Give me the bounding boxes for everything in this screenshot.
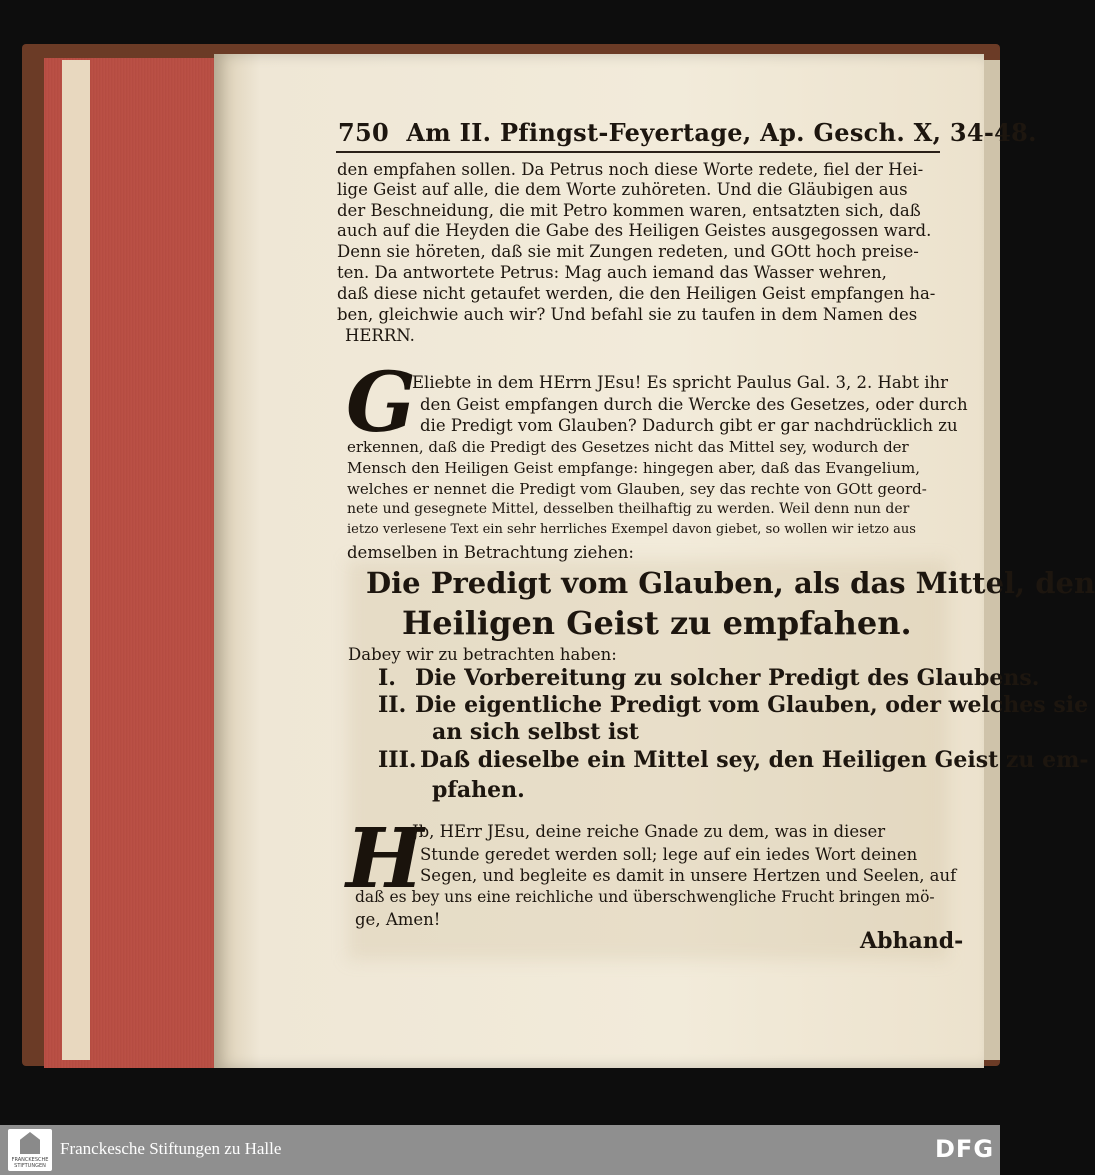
page-edges-highlight	[62, 60, 90, 1060]
drop-capital: H	[346, 811, 424, 907]
exordium-line: welches er nennet die Predigt vom Glauben, sey das rechte von GOtt geord-	[347, 480, 927, 498]
catchword: Abhand-	[860, 928, 964, 954]
exordium-line: demselben in Betrachtung ziehen:	[347, 543, 634, 562]
institution-name[interactable]: Franckesche Stiftungen zu Halle	[60, 1139, 282, 1158]
part-title: Daß dieselbe ein Mittel sey, den Heiligen Geist zu em-	[420, 747, 1089, 773]
part-title-continued: an sich selbst ist	[432, 719, 639, 745]
prayer-line: ge, Amen!	[355, 910, 441, 929]
building-icon	[20, 1132, 40, 1154]
part-title-continued: pfahen.	[432, 777, 525, 803]
exordium-line: Mensch den Heiligen Geist empfange: hingegen aber, daß das Evangelium,	[347, 459, 920, 477]
part-title: Die eigentliche Predigt vom Glauben, oder welches sie	[415, 692, 1089, 718]
part-title: Die Vorbereitung zu solcher Predigt des Glaubens.	[415, 665, 1040, 691]
sermon-theme-line-1: Die Predigt vom Glauben, als das Mittel, den	[366, 566, 1095, 600]
footer-bar	[0, 1125, 1000, 1175]
prayer-line: Jb, HErr JEsu, deine reiche Gnade zu dem, was in dieser	[412, 822, 886, 841]
scripture-line: der Beschneidung, die mit Petro kommen waren, entsatzten sich, daß	[337, 201, 921, 220]
header-rule	[336, 151, 940, 153]
page-number: 750	[338, 118, 389, 147]
drop-capital: G	[346, 355, 417, 451]
scripture-line: daß diese nicht getaufet werden, die den Heiligen Geist empfangen ha-	[337, 284, 936, 303]
prayer-line: daß es bey uns eine reichliche und überschwengliche Frucht bringen mö-	[355, 888, 935, 906]
sermon-theme-line-2: Heiligen Geist zu empfahen.	[402, 604, 912, 642]
part-number: II.	[378, 692, 407, 718]
logo-text: FRANCKESCHE STIFTUNGEN	[11, 1157, 49, 1169]
prayer-line: Stunde geredet werden soll; lege auf ein iedes Wort deinen	[420, 845, 918, 864]
division-intro: Dabey wir zu betrachten haben:	[348, 645, 617, 664]
scripture-line: Denn sie höreten, daß sie mit Zungen redeten, und GOtt hoch preise-	[337, 242, 919, 261]
prayer-line: Segen, und begleite es damit in unsere Hertzen und Seelen, auf	[420, 866, 957, 885]
exordium-line: Eliebte in dem HErrn JEsu! Es spricht Paulus Gal. 3, 2. Habt ihr	[412, 373, 948, 392]
exordium-line: ietzo verlesene Text ein sehr herrliches Exempel davon giebet, so wollen wir ietzo aus	[347, 522, 916, 537]
part-number: I.	[378, 665, 396, 691]
institution-logo[interactable]	[8, 1129, 52, 1171]
exordium-line: nete und gesegnete Mittel, desselben theilhaftig zu werden. Weil denn nun der	[347, 501, 910, 517]
dfg-logo[interactable]: DFG	[935, 1135, 995, 1163]
part-number: III.	[378, 747, 417, 773]
exordium-line: erkennen, daß die Predigt des Gesetzes nicht das Mittel sey, wodurch der	[347, 438, 909, 456]
scripture-line: ten. Da antwortete Petrus: Mag auch iemand das Wasser wehren,	[337, 263, 887, 282]
running-head	[338, 118, 1037, 147]
scripture-line: ben, gleichwie auch wir? Und befahl sie zu taufen in dem Namen des	[337, 305, 918, 324]
exordium-line: die Predigt vom Glauben? Dadurch gibt er gar nachdrücklich zu	[420, 416, 958, 435]
exordium-line: den Geist empfangen durch die Wercke des Gesetzes, oder durch	[420, 395, 968, 414]
scripture-line: auch auf die Heyden die Gabe des Heiligen Geistes ausgegossen ward.	[337, 221, 932, 240]
scripture-line: lige Geist auf alle, die dem Worte zuhöreten. Und die Gläubigen aus	[337, 180, 908, 199]
scripture-line: den empfahen sollen. Da Petrus noch diese Worte redete, fiel der Hei-	[337, 160, 924, 179]
running-title: Am II. Pfingst-Feyertage, Ap. Gesch. X, 34-48.	[406, 118, 1037, 147]
scripture-line: HERRN.	[345, 326, 415, 345]
